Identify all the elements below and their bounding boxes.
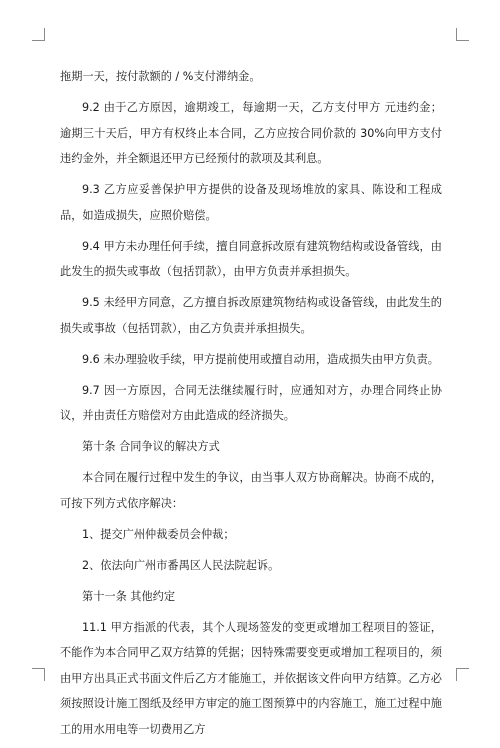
- heading-article-11: 第十一条 其他约定: [82, 589, 176, 603]
- paragraph-9-3: 9.3 乙方应妥善保护甲方提供的设备及现场堆放的家具、陈设和工程成品，如造成损失，应照价赔偿。: [60, 183, 442, 222]
- paragraph-9-7: 9.7 因一方原因，合同无法继续履行时，应通知对方，办理合同终止协议，并由责任方赔偿对方由此造成的经济损失。: [60, 383, 442, 422]
- paragraph-late-payment: 拖期一天，按付款额的 / %支付滞纳金。: [60, 70, 261, 83]
- paragraph-9-5: 9.5 未经甲方同意，乙方擅自拆改原建筑物结构或设备管线，由此发生的损失或事故（包括罚款），由乙方负责并承担损失。: [60, 296, 442, 335]
- paragraph-9-4: 9.4 甲方未办理任何手续，擅自同意拆改原有建筑物结构或设备管线，由此发生的损失或事故（包括罚款），由甲方负责并承担损失。: [60, 239, 442, 278]
- crop-mark-bottom-right: [456, 668, 469, 681]
- heading-article-10: 第十条 合同争议的解决方式: [82, 440, 220, 453]
- crop-mark-top-left: [32, 28, 45, 41]
- document-body: [60, 64, 442, 748]
- paragraph-11-1: 11.1 甲方指派的代表，其个人现场签发的变更或增加工程项目的签证，不能作为本合同甲乙双方结算的凭据；因特殊需要变更或增加工程项目的，须由甲方出具正式书面文件后乙方才能施工，并依据该文件向甲方结算。乙方必须按照设计施工图纸及经甲方审定的施工图预算中的内容施工，施工过程中施工的用水用电等一切费用乙方: [60, 620, 442, 736]
- crop-mark-top-right: [456, 28, 469, 41]
- paragraph-dispute: 本合同在履行过程中发生的争议，由当事人双方协商解决。协商不成的，可按下列方式依序解决：: [60, 471, 442, 510]
- list-item-arbitration: 1、提交广州仲裁委员会仲裁；: [82, 527, 235, 541]
- paragraph-9-2: 9.2 由于乙方原因，逾期竣工，每逾期一天，乙方支付甲方 元违约金；逾期三十天后，甲方有权终止本合同，乙方应按合同价款的 30%向甲方支付违约金外，并全额退还甲方已经预付的款项及其利息。: [60, 101, 442, 165]
- list-item-court: 2、依法向广州市番禺区人民法院起诉。: [82, 558, 280, 572]
- paragraph-9-6: 9.6 未办理验收手续，甲方提前使用或擅自动用，造成损失由甲方负责。: [82, 352, 439, 366]
- crop-mark-bottom-left: [32, 668, 45, 681]
